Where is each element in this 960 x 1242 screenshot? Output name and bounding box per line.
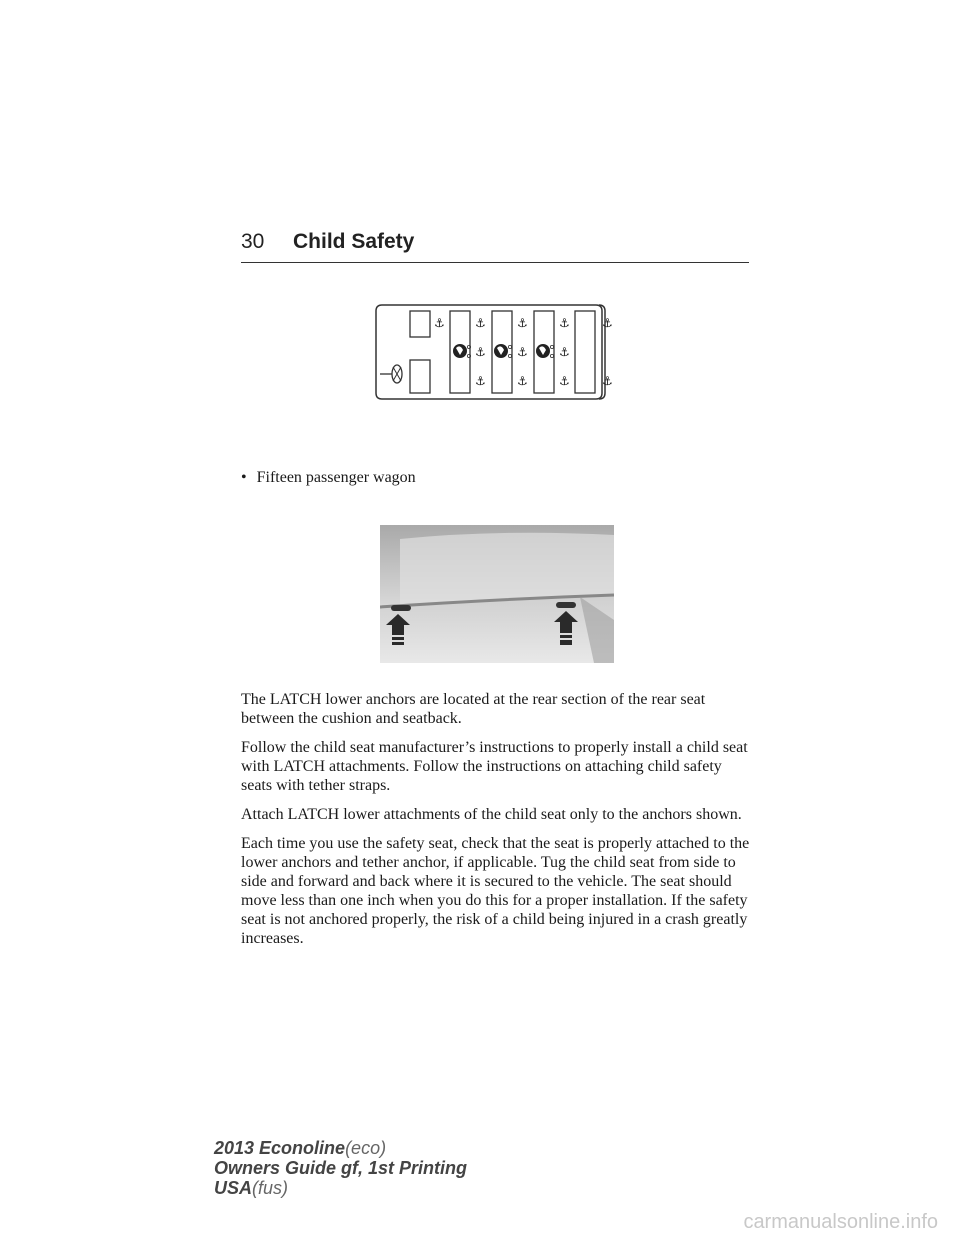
anchor-icon: ⚓ [434, 316, 445, 330]
paragraph-anchor-location: The LATCH lower anchors are located at the rear section of the rear seat between the cushion and seatback. [241, 691, 706, 727]
bench-seat-rear [575, 311, 595, 393]
anchor-icon: ⚓ [475, 345, 486, 359]
page-number: 30 [241, 230, 265, 253]
passenger-front-seat [410, 360, 430, 393]
anchor-icon: ⚓ [559, 345, 570, 359]
bullet-item [241, 469, 416, 487]
lower-anchor [556, 602, 576, 608]
paragraph-check-installation: Each time you use the safety seat, check that the seat is properly attached to the lower anchors and tether anchor, if applicable. Tug the child seat from side to side and forward and back where it is secured to the vehicle. The seat should move less than one inch when you do this for a proper installation. If the safety seat is not anchored properly, the risk of a child being injured in a crash greatly increases. [241, 835, 750, 947]
anchor-icon: ⚓ [517, 345, 528, 359]
footer-model: 2013 Econoline [214, 1138, 346, 1158]
bullet-mark: • [241, 469, 247, 486]
lower-anchor [391, 605, 411, 611]
body-text [241, 690, 753, 958]
footer-market-code: (fus) [252, 1178, 289, 1198]
anchor-icon: ⚓ [517, 374, 528, 388]
anchor-icon: ⚓ [559, 374, 570, 388]
steering-wheel-icon [380, 365, 402, 383]
bullet-text: Fifteen passenger wagon [256, 469, 416, 486]
seating-diagram [374, 303, 614, 403]
footer-market: USA [214, 1178, 253, 1198]
anchor-icon: ⚓ [475, 374, 486, 388]
page-footer [214, 1138, 467, 1198]
anchor-icon: ⚓ [602, 374, 613, 388]
page-header [241, 228, 749, 263]
watermark: carmanualsonline.info [743, 1211, 938, 1233]
anchor-icon: ⚓ [475, 316, 486, 330]
paragraph-manufacturer-instructions: Follow the child seat manufacturer’s instructions to properly install a child seat with LATCH attachments. Follow the instructions on attaching child safety seats with tether straps. [241, 739, 748, 794]
paragraph-attach-latch: Attach LATCH lower attachments of the child seat only to the anchors shown. [241, 806, 742, 823]
footer-model-code: (eco) [345, 1138, 387, 1158]
footer-guide: Owners Guide gf, 1st Printing [214, 1158, 468, 1178]
section-title: Child Safety [293, 230, 415, 253]
anchor-icon: ⚓ [559, 316, 570, 330]
driver-seat [410, 311, 430, 337]
latch-anchor-photo [380, 525, 614, 663]
anchor-icon: ⚓ [602, 316, 613, 330]
anchor-icon: ⚓ [517, 316, 528, 330]
